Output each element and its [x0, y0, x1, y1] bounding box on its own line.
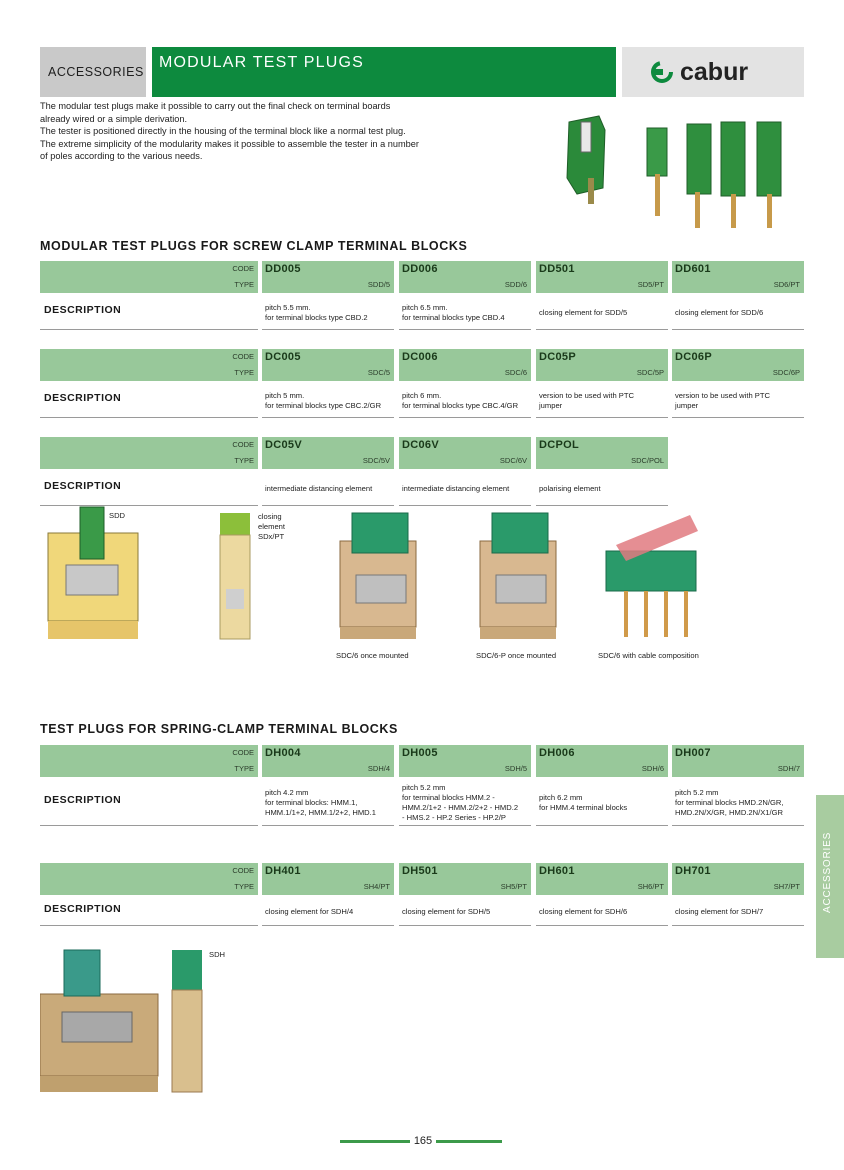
page-number: 165 — [410, 1135, 436, 1147]
product-code-cell — [672, 261, 804, 293]
test-plug-illustration — [555, 108, 795, 238]
product-description: polarising element — [539, 484, 601, 493]
product-type: SDC/POL — [631, 456, 664, 465]
mounting-illustrations — [40, 505, 760, 645]
product-description: pitch 5.5 mm. for terminal blocks type CBD.2 — [265, 303, 368, 322]
product-code-cell — [399, 261, 531, 293]
product-description: version to be used with PTC jumper — [675, 391, 770, 410]
caption-sdc6: SDC/6 once mounted — [336, 651, 409, 660]
page-title-bar — [152, 47, 616, 97]
page-title: MODULAR TEST PLUGS — [159, 54, 365, 71]
sdc6-cable-image — [606, 515, 698, 637]
brand-logo — [622, 47, 804, 97]
single-plug-image — [567, 116, 605, 204]
row-divider — [262, 925, 394, 926]
product-code: DC06V — [402, 439, 439, 451]
product-code: DH004 — [265, 747, 301, 759]
caption-sdc6-cable: SDC/6 with cable composition — [598, 651, 699, 660]
row-divider — [536, 825, 668, 826]
product-description: pitch 4.2 mm for terminal blocks: HMM.1, HMM.1/1+2, HMM.1/2+2, HMD.1 — [265, 788, 376, 817]
product-description: intermediate distancing element — [402, 484, 510, 493]
product-code-cell — [672, 349, 804, 381]
code-label: CODE — [232, 440, 254, 449]
product-description: pitch 5.2 mm for terminal blocks HMM.2 - HMM.2/1+2 - HMM.2/2+2 - HMD.2 - HMS.2 - HP.2 Series - HP.2/P — [402, 783, 519, 822]
product-code-cell — [536, 261, 668, 293]
product-code: DH401 — [265, 865, 301, 877]
row-divider — [399, 417, 531, 418]
product-type: SD5/PT — [637, 280, 664, 289]
product-type: SH5/PT — [500, 882, 527, 891]
row-divider — [262, 329, 394, 330]
sdh-side-image — [172, 950, 202, 1092]
product-type: SDH/5 — [504, 764, 527, 773]
product-code-cell — [536, 437, 668, 469]
table-label-cell — [40, 261, 258, 293]
product-code: DH501 — [402, 865, 438, 877]
caption-closing-element: closing element SDx/PT — [258, 512, 286, 541]
table-label-cell — [40, 437, 258, 469]
product-code: DD005 — [265, 263, 301, 275]
sdh-illustration — [40, 948, 210, 1096]
product-description: version to be used with PTC jumper — [539, 391, 634, 410]
section-label: ACCESSORIES — [48, 65, 144, 79]
product-type: SDD/6 — [504, 280, 527, 289]
product-code: DH601 — [539, 865, 575, 877]
product-code: DH007 — [675, 747, 711, 759]
code-label: CODE — [232, 748, 254, 757]
row-divider — [536, 329, 668, 330]
product-code: DD006 — [402, 263, 438, 275]
product-description: closing element for SDD/6 — [675, 308, 764, 317]
product-code-cell — [262, 437, 394, 469]
product-code: DC005 — [265, 351, 301, 363]
product-description: closing element for SDH/4 — [265, 907, 354, 916]
product-code-cell — [399, 437, 531, 469]
row-divider — [536, 417, 668, 418]
product-code-cell — [262, 349, 394, 381]
description-label: DESCRIPTION — [44, 480, 122, 492]
product-description: closing element for SDH/5 — [402, 907, 491, 916]
row-divider — [40, 417, 258, 418]
product-description: intermediate distancing element — [265, 484, 373, 493]
product-type: SH4/PT — [363, 882, 390, 891]
row-divider — [40, 925, 258, 926]
description-label: DESCRIPTION — [44, 304, 122, 316]
product-type: SDC/5P — [636, 368, 664, 377]
brand-name: cabur — [680, 58, 749, 86]
intro-text — [40, 100, 420, 163]
product-code: DC05P — [539, 351, 576, 363]
product-code: DH701 — [675, 865, 711, 877]
product-type: SD6/PT — [773, 280, 800, 289]
product-code: DC006 — [402, 351, 438, 363]
product-code-cell — [399, 863, 531, 895]
section-heading: TEST PLUGS FOR SPRING-CLAMP TERMINAL BLOCKS — [40, 722, 398, 736]
description-label: DESCRIPTION — [44, 903, 122, 915]
row-divider — [40, 329, 258, 330]
product-type: SDC/5V — [362, 456, 390, 465]
row-divider — [399, 825, 531, 826]
table-label-cell — [40, 349, 258, 381]
row-divider — [399, 329, 531, 330]
product-type: SDD/5 — [367, 280, 390, 289]
product-description: pitch 5 mm. for terminal blocks type CBC.2/GR — [265, 391, 382, 410]
row-divider — [672, 329, 804, 330]
footer-line — [340, 1140, 410, 1143]
product-code: DC05V — [265, 439, 302, 451]
product-type: SDH/7 — [777, 764, 800, 773]
product-type: SH6/PT — [637, 882, 664, 891]
footer-line — [436, 1140, 502, 1143]
product-description: pitch 5.2 mm for terminal blocks HMD.2N/GR, HMD.2N/X/GR, HMD.2N/X1/GR — [675, 788, 784, 817]
row-divider — [399, 925, 531, 926]
type-label: TYPE — [234, 764, 254, 773]
product-description: pitch 6 mm. for terminal blocks type CBC.4/GR — [402, 391, 519, 410]
row-divider — [672, 417, 804, 418]
description-label: DESCRIPTION — [44, 392, 122, 404]
product-code: DH005 — [402, 747, 438, 759]
product-description: closing element for SDH/6 — [539, 907, 628, 916]
table-label-cell — [40, 863, 258, 895]
side-tab — [816, 795, 844, 958]
sdc6-mounted-image — [340, 513, 416, 639]
product-type: SDC/6 — [504, 368, 527, 377]
product-description: closing element for SDD/5 — [539, 308, 628, 317]
product-type: SDH/4 — [367, 764, 390, 773]
closing-element-image — [220, 513, 250, 639]
section-label-box — [40, 47, 146, 97]
cabur-logo-icon — [622, 47, 804, 97]
sdd-terminal-image — [48, 507, 138, 639]
product-code-cell — [399, 745, 531, 777]
product-code-cell — [262, 261, 394, 293]
caption-sdd: SDD — [109, 511, 126, 520]
product-code: DC06P — [675, 351, 712, 363]
sdh-terminal-image — [40, 950, 158, 1092]
product-code-cell — [262, 863, 394, 895]
type-label: TYPE — [234, 368, 254, 377]
type-label: TYPE — [234, 882, 254, 891]
product-type: SDC/5 — [367, 368, 390, 377]
product-type: SDH/6 — [641, 764, 664, 773]
product-type: SH7/PT — [773, 882, 800, 891]
code-label: CODE — [232, 264, 254, 273]
intro-paragraph: The tester is positioned directly in the housing of the terminal block like a normal test plug. The extreme simplicity of the modularity makes it possible to assemble the tester in a number of poles according to the various needs. — [40, 126, 419, 161]
table-label-cell — [40, 745, 258, 777]
product-description: pitch 6.2 mm for HMM.4 terminal blocks — [539, 793, 628, 812]
code-label: CODE — [232, 866, 254, 875]
description-label: DESCRIPTION — [44, 794, 122, 806]
sdc6p-mounted-image — [480, 513, 556, 639]
product-description: closing element for SDH/7 — [675, 907, 764, 916]
intro-paragraph: The modular test plugs make it possible to carry out the final check on terminal boards already wired or a simple derivation. — [40, 101, 391, 124]
multi-plug-image — [647, 122, 781, 228]
product-code-cell — [536, 863, 668, 895]
side-tab-label: ACCESSORIES — [822, 831, 833, 913]
product-type: SDC/6V — [499, 456, 527, 465]
product-description: pitch 6.5 mm. for terminal blocks type CBD.4 — [402, 303, 505, 322]
product-code-cell — [262, 745, 394, 777]
row-divider — [672, 825, 804, 826]
product-code: DH006 — [539, 747, 575, 759]
caption-sdh: SDH — [209, 950, 226, 959]
product-code-cell — [536, 745, 668, 777]
product-type: SDC/6P — [772, 368, 800, 377]
caption-sdc6p: SDC/6-P once mounted — [476, 651, 557, 660]
section-heading: MODULAR TEST PLUGS FOR SCREW CLAMP TERMINAL BLOCKS — [40, 239, 468, 253]
product-code: DD501 — [539, 263, 575, 275]
product-code-cell — [672, 863, 804, 895]
product-code-cell — [536, 349, 668, 381]
product-code-cell — [672, 745, 804, 777]
row-divider — [40, 825, 258, 826]
product-code: DCPOL — [539, 439, 579, 451]
type-label: TYPE — [234, 280, 254, 289]
code-label: CODE — [232, 352, 254, 361]
type-label: TYPE — [234, 456, 254, 465]
row-divider — [536, 925, 668, 926]
product-code-cell — [399, 349, 531, 381]
row-divider — [262, 825, 394, 826]
row-divider — [262, 417, 394, 418]
row-divider — [672, 925, 804, 926]
product-code: DD601 — [675, 263, 711, 275]
